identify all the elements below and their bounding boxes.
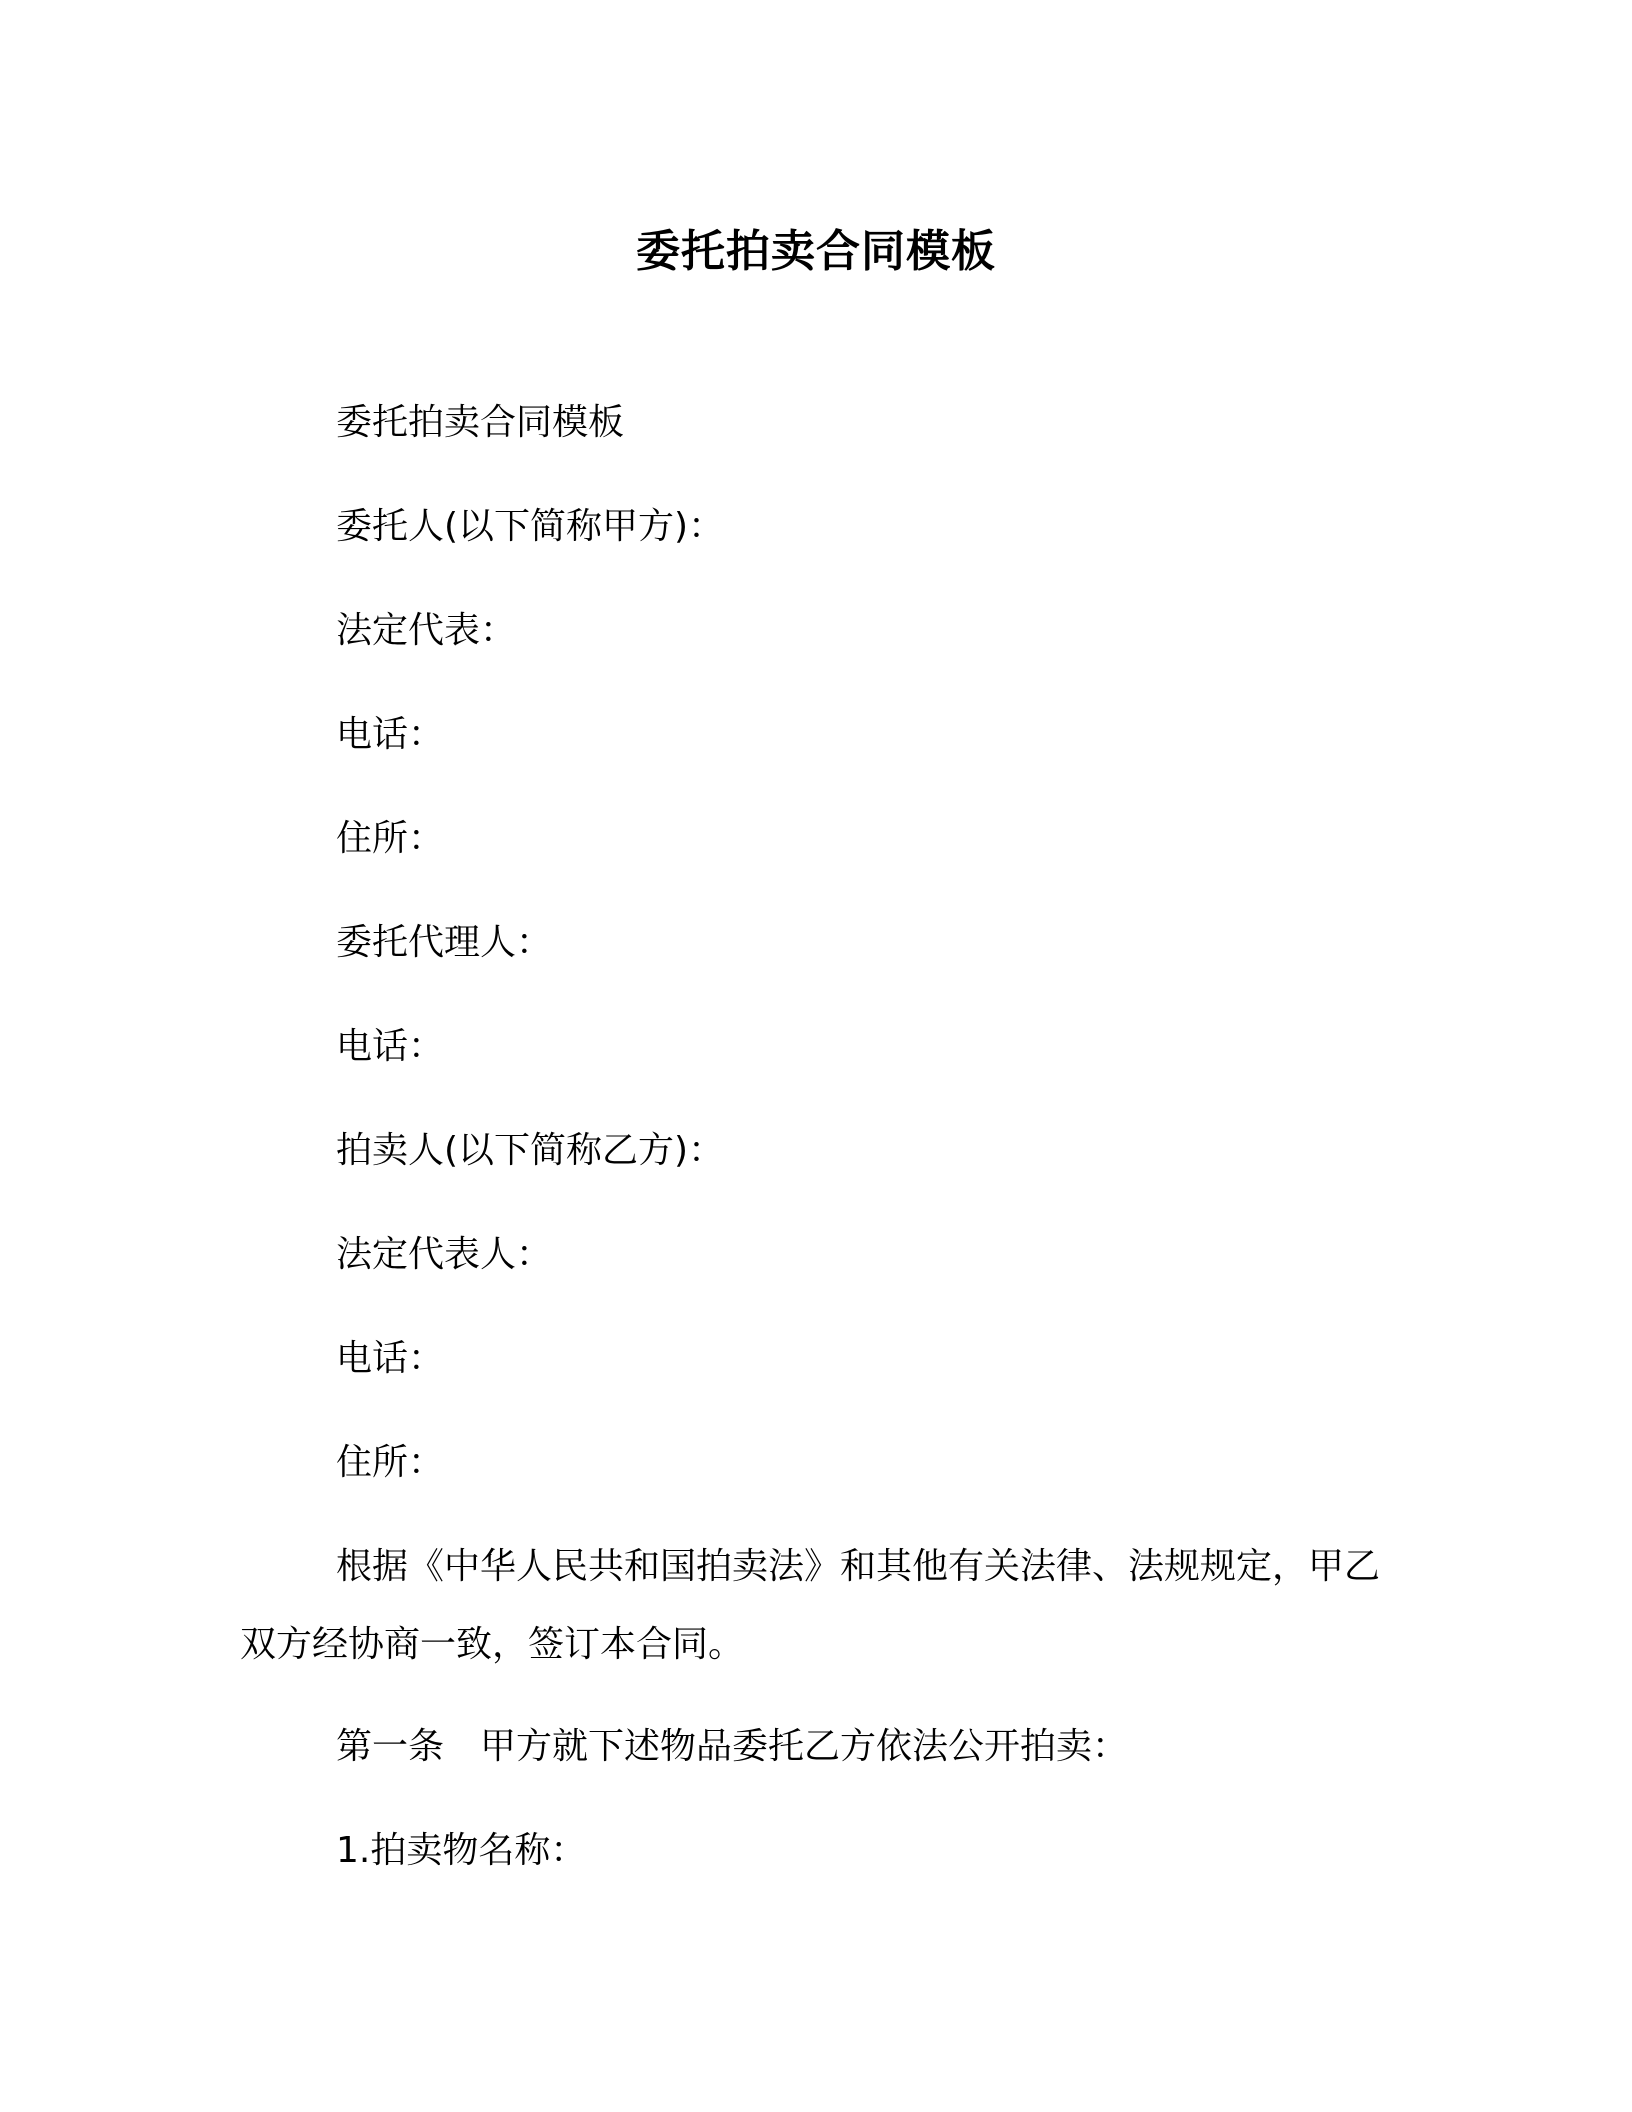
subtitle-line: 委托拍卖合同模板 xyxy=(336,402,625,443)
principal-address-line: 住所： xyxy=(336,818,445,859)
clause-1-line: 第一条 甲方就下述物品委托乙方依法公开拍卖： xyxy=(336,1726,1129,1767)
principal-line: 委托人(以下简称甲方)： xyxy=(336,506,725,547)
agent-phone-line: 电话： xyxy=(336,1026,445,1067)
legal-representative-line: 法定代表： xyxy=(336,610,517,651)
principal-phone-line: 电话： xyxy=(336,714,445,755)
document-title: 委托拍卖合同模板 xyxy=(636,226,996,277)
auctioneer-address-line: 住所： xyxy=(336,1442,445,1483)
agent-line: 委托代理人： xyxy=(336,922,553,963)
preamble-paragraph: 根据《中华人民共和国拍卖法》和其他有关法律、法规规定，甲乙双方经协商一致，签订本合同。 xyxy=(240,1546,1381,1665)
auctioneer-phone-line: 电话： xyxy=(336,1338,445,1379)
auctioneer-line: 拍卖人(以下简称乙方)： xyxy=(336,1130,725,1171)
item-1-line: 1.拍卖物名称： xyxy=(336,1830,587,1871)
auctioneer-representative-line: 法定代表人： xyxy=(336,1234,553,1275)
